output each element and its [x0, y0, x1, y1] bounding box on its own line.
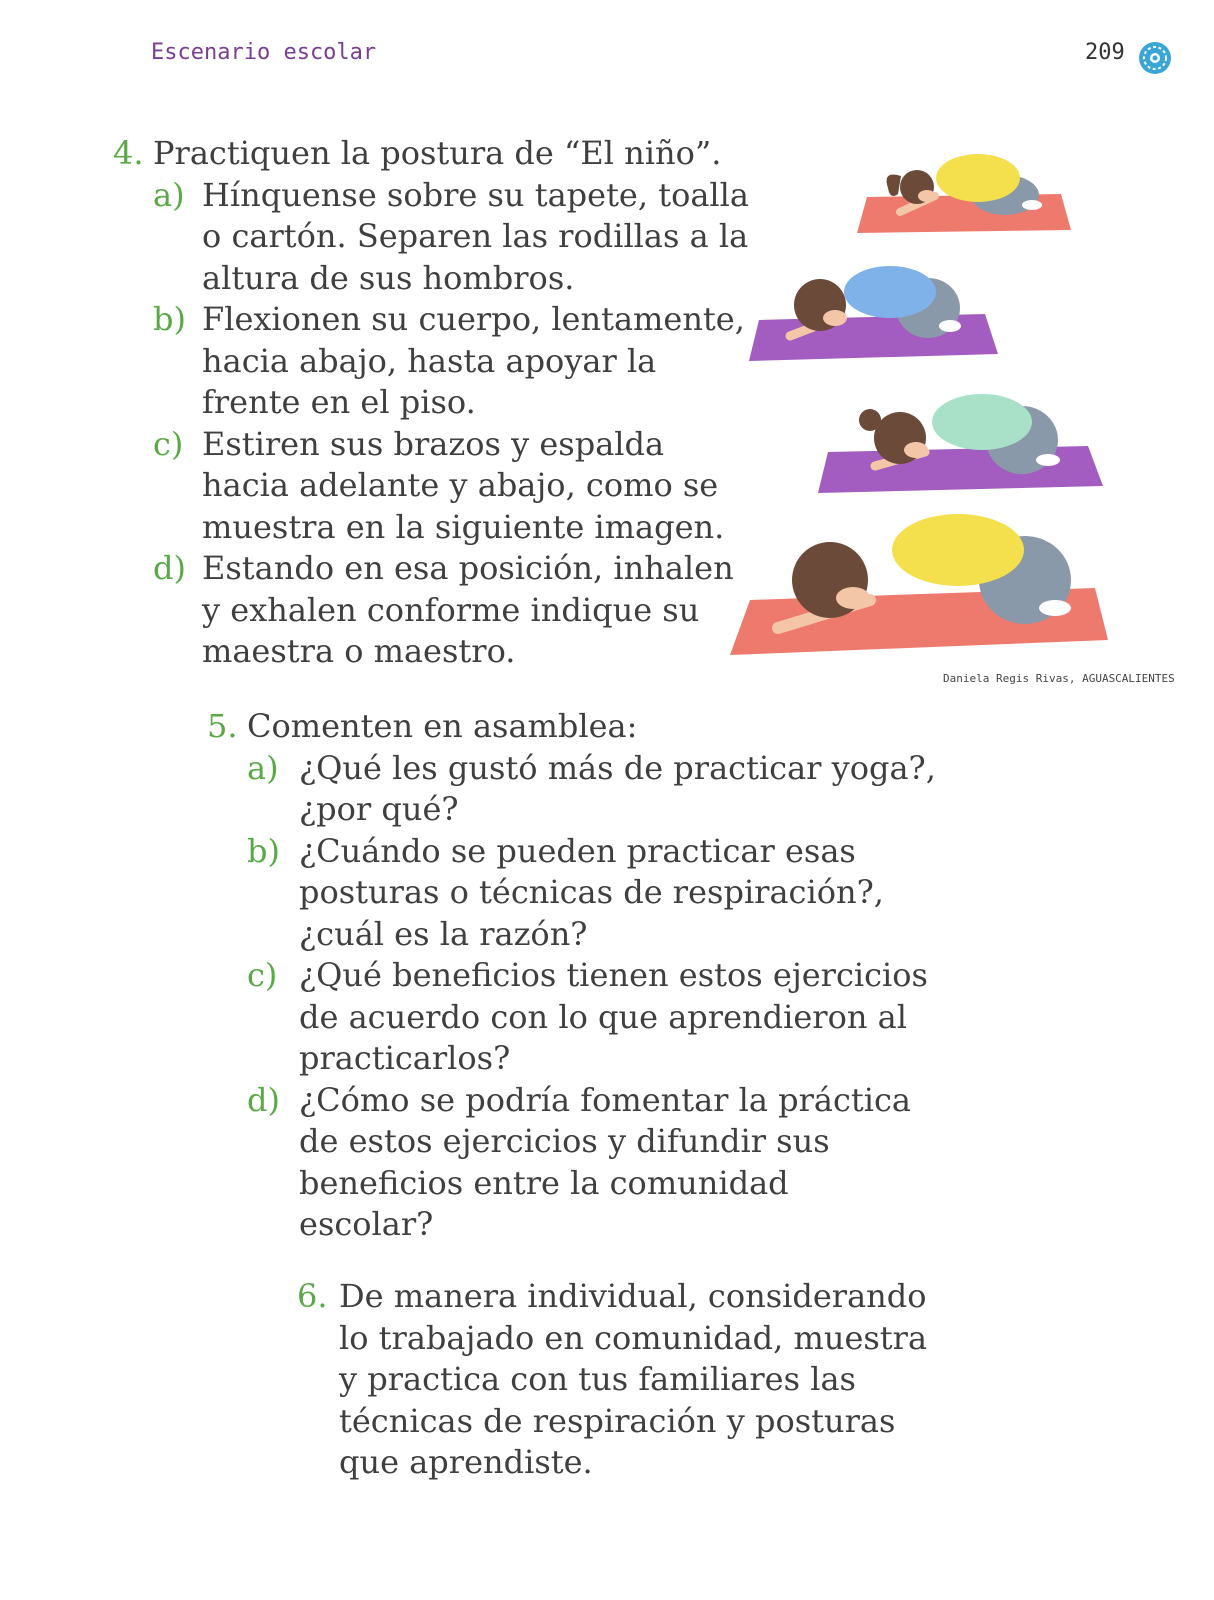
step-letter: d): [153, 549, 186, 587]
page-number: 209: [1085, 40, 1125, 65]
question-text-line: ¿Cuándo se pueden practicar esas: [299, 831, 856, 870]
exercise-number: 6.: [297, 1277, 328, 1315]
exercise-5: [207, 706, 936, 1246]
section-badge-icon: [1137, 40, 1173, 76]
step-b: [153, 299, 749, 424]
step-letter: b): [153, 300, 186, 338]
question-d: [207, 1080, 936, 1246]
step-text-line: hacia adelante y abajo, como se: [202, 466, 719, 504]
exercise-6: [297, 1276, 927, 1484]
question-text-line: de acuerdo con lo que aprendieron al: [299, 997, 907, 1036]
illustration-credit: Daniela Regis Rivas, AGUASCALIENTES: [943, 672, 1175, 685]
question-text-line: escolar?: [299, 1205, 434, 1243]
question-letter: c): [247, 956, 278, 994]
question-letter: b): [247, 831, 280, 870]
exercise-text-line: y practica con tus familiares las: [339, 1360, 856, 1398]
step-text-line: Estando en esa posición, inhalen: [202, 549, 734, 587]
step-letter: a): [153, 175, 185, 214]
child-figure-blue: [749, 266, 998, 361]
step-text-line: hacia abajo, hasta apoyar la: [202, 341, 657, 380]
childs-pose-illustration: [730, 140, 1140, 670]
question-b: [207, 831, 936, 956]
step-text-line: frente en el piso.: [202, 383, 476, 421]
exercise-intro: Comenten en asamblea:: [247, 707, 638, 745]
exercise-number: 4.: [113, 134, 144, 172]
step-text-line: y exhalen conforme indique su: [202, 590, 700, 629]
exercise-text-line: que aprendiste.: [339, 1443, 593, 1481]
question-text-line: ¿Qué beneficios tienen estos ejercicios: [299, 956, 928, 994]
exercise-number: 5.: [207, 707, 238, 745]
step-text-line: maestra o maestro.: [202, 632, 516, 670]
question-c: [207, 955, 936, 1080]
question-text-line: beneficios entre la comunidad: [299, 1163, 789, 1202]
question-text-line: de estos ejercicios y difundir sus: [299, 1122, 830, 1160]
step-text-line: altura de sus hombros.: [202, 258, 575, 297]
child-figure-yellow-small: [857, 154, 1071, 233]
step-c: [153, 424, 749, 549]
question-a: [207, 748, 936, 831]
question-text-line: ¿Qué les gustó más de practicar yoga?,: [299, 748, 936, 787]
exercise-intro: Practiquen la postura de “El niño”.: [153, 134, 722, 172]
step-letter: c): [153, 424, 184, 463]
exercise-text-line: técnicas de respiración y posturas: [339, 1401, 896, 1440]
question-letter: a): [247, 748, 279, 787]
question-text-line: ¿por qué?: [299, 790, 459, 828]
step-text-line: Estiren sus brazos y espalda: [202, 424, 665, 463]
section-title: Escenario escolar: [151, 40, 377, 65]
step-text-line: muestra en la siguiente imagen.: [202, 507, 725, 546]
exercise-4: [113, 133, 749, 673]
step-text-line: o cartón. Separen las rodillas a la: [202, 217, 749, 255]
child-figure-yellow-large: [730, 514, 1108, 655]
step-a: [153, 175, 749, 300]
step-text-line: Flexionen su cuerpo, lentamente,: [202, 300, 745, 338]
question-text-line: ¿Cómo se podría fomentar la práctica: [299, 1080, 911, 1119]
step-text-line: Hínquense sobre su tapete, toalla: [202, 175, 749, 214]
step-d: [153, 548, 749, 673]
exercise-text-line: lo trabajado en comunidad, muestra: [339, 1318, 928, 1357]
question-text-line: posturas o técnicas de respiración?,: [299, 873, 884, 911]
question-letter: d): [247, 1080, 280, 1119]
question-text-line: practicarlos?: [299, 1039, 511, 1077]
exercise-text-line: De manera individual, considerando: [339, 1277, 927, 1315]
question-text-line: ¿cuál es la razón?: [299, 914, 588, 953]
child-figure-mint: [818, 394, 1103, 493]
